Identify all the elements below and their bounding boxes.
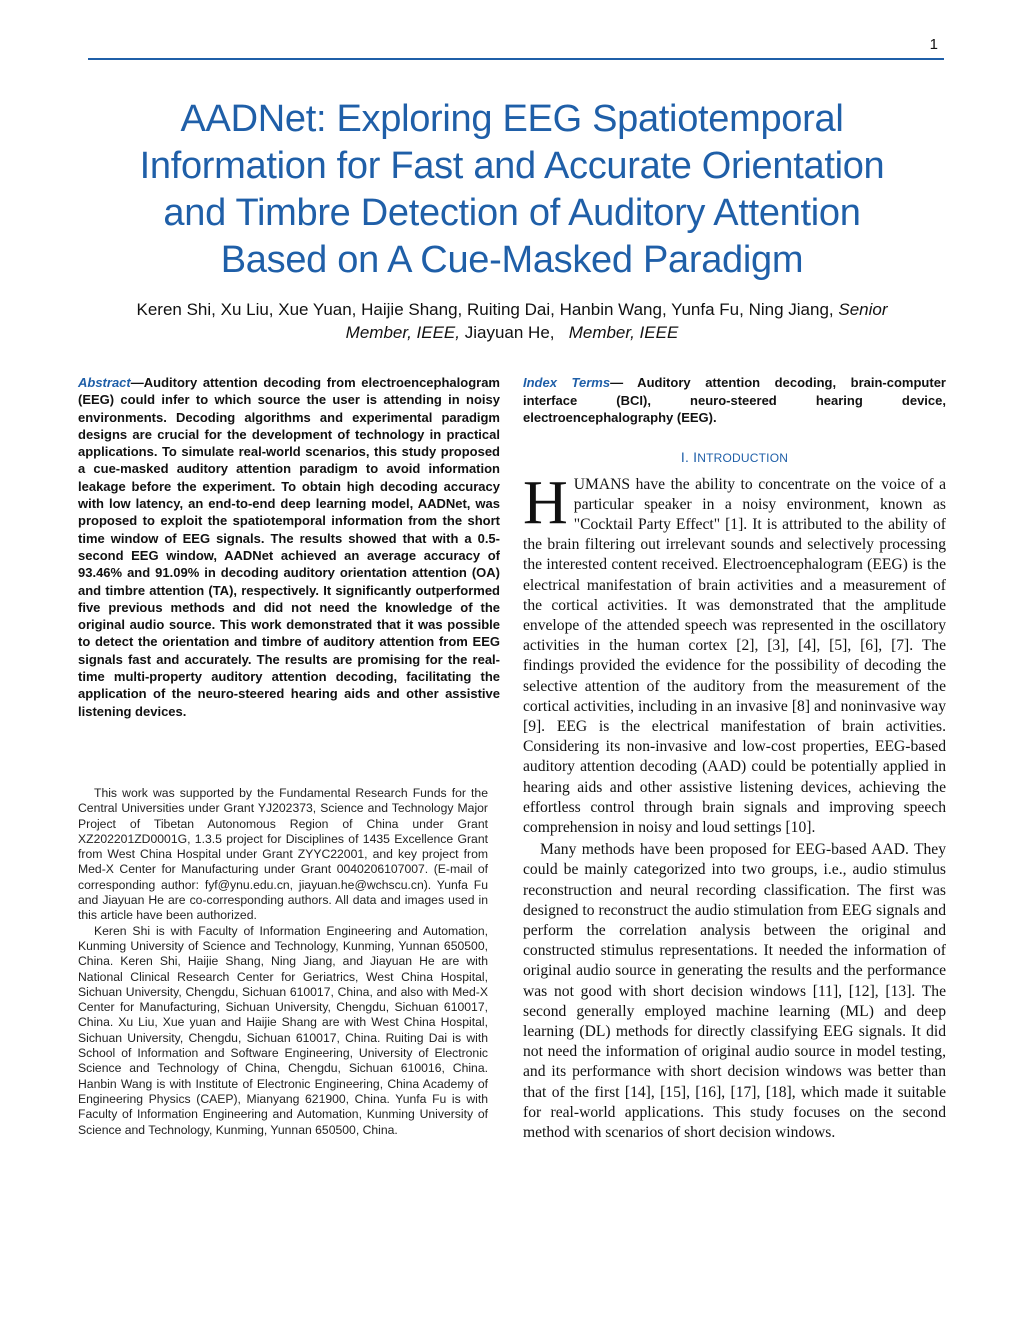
author-names: Keren Shi, Xu Liu, Xue Yuan, Haijie Shang, Ruiting Dai, Hanbin Wang, Yunfa Fu, Ning Jiang, xyxy=(136,300,834,319)
left-column xyxy=(78,374,500,720)
index-terms-text: Auditory attention decoding, brain-computer interface (BCI), neuro-steered hearing device, electroencephalography (EEG). xyxy=(523,375,946,425)
section-heading-first: I xyxy=(693,448,698,465)
funding-paragraph: This work was supported by the Fundamental Research Funds for the Central Universities under Grant YJ202373, Science and Technology Major Project of Tibetan Autonomous Region of China under Grant XZ202201ZD0001G, 1.3.5 project for Disciplines of 1435 Excellence Grant from West China Hospital under Grant ZYYC22001, and key project from Med-X Center for Manufacturing under Grant 0040206107007. (E-mail of corresponding author: fyf@ynu.edu.cn, jiayuan.he@wchscu.cn). Yunfa Fu and Jiayuan He are co-corresponding authors. All data and images used in this article have been authorized. xyxy=(78,786,488,923)
abstract xyxy=(78,374,500,720)
first-word-rest: UMANS xyxy=(573,475,631,493)
right-column xyxy=(523,374,946,1143)
title-line: Based on A Cue-Masked Paradigm xyxy=(220,239,804,281)
index-terms xyxy=(523,374,946,427)
funding-footnote xyxy=(78,786,488,1138)
index-terms-dash: — xyxy=(610,375,624,390)
page-number: 1 xyxy=(929,36,938,53)
title-line: and Timbre Detection of Auditory Attention xyxy=(163,192,861,234)
index-terms-label: Index Terms xyxy=(523,375,611,390)
intro-paragraph xyxy=(523,468,946,839)
affiliation-paragraph: Keren Shi is with Faculty of Information Engineering and Automation, Kunming University of Science and Technology, Kunming, Yunnan 650500, China. Keren Shi, Haijie Shang, Ning Jiang, and Jiayuan He are with National Clinical Research Center for Geriatrics, West China Hospital, Sichuan University, Chengdu, Sichuan 610017, China, and also with Med-X Center for Manufacturing, Sichuan University, Chengdu, Sichuan 610017, China. Xu Liu, Xue yuan and Haijie Shang are with West China Hospital, Sichuan University, Chengdu, Sichuan 610017, China. Ruiting Dai is with School of Information and Software Engineering, University of Electronic Science and Technology of China, Chengdu, Sichuan 610016, China. Hanbin Wang is with Institute of Electronic Engineering, China Academy of Engineering Physics (CAEP), Mianyang 621900, China. Yunfa Fu is with Faculty of Information Engineering and Automation, Kunming University of Science and Technology, Kunming, Yunnan 650500, China. xyxy=(78,923,488,1137)
abstract-dash: — xyxy=(130,375,144,390)
section-heading-introduction xyxy=(523,449,946,465)
author-role: Senior xyxy=(838,300,888,319)
abstract-text: Auditory attention decoding from electroencephalogram (EEG) could infer to which source the user is attending in noisy environments. Decoding algorithms and experimental paradigm designs are crucial for the development of technology in practical applications. To simulate real-world scenarios, this study proposed a cue-masked auditory attention paradigm to avoid information leakage before the experiment. To obtain high decoding accuracy with low latency, an end-to-end deep learning model, AADNet, was proposed to exploit the spatiotemporal information from the short time window of EEG signals. The results showed that with a 0.5-second EEG window, AADNet achieved an average accuracy of 93.46% and 91.09% in decoding auditory orientation attention (OA) and timbre attention (TA), respectively. It significantly outperformed five previous methods and did not need the knowledge of the original audio source. This work demonstrated that it was possible to detect the orientation and timbre of auditory attention from EEG signals fast and accurately. The results are promising for the real-time multi-property auditory attention decoding, facilitating the application of the neuro-steered hearing aids and other assistive listening devices. xyxy=(78,375,500,719)
intro-paragraph: Many methods have been proposed for EEG-based AAD. They could be mainly categorized into two groups, i.e., audio stimulus reconstruction and neural recording classification. The first was designed to reconstruct the audio stimulation from EEG signals and perform the correlation analysis between the original and constructed stimulus representations. It needed the information of original audio source in generating the results and the performance was not good with short decision windows [11], [12], [13]. The second generally employed machine learning (ML) and deep learning (DL) methods for directly classifying EEG signals. It did not need the information of original audio source in model testing, and its performance with short decision windows was better than that of the first [14], [15], [16], [17], [18], which made it suitable for real-world applications. This study focuses on the second method with scenarios of short decision windows. xyxy=(523,841,946,1141)
author-role: Member, IEEE xyxy=(568,323,679,342)
section-heading-rest: NTRODUCTION xyxy=(697,450,789,465)
title-line: Information for Fast and Accurate Orientation xyxy=(139,145,885,187)
drop-cap: H xyxy=(523,468,568,537)
author-name: Jiayuan He xyxy=(464,323,550,342)
abstract-label: Abstract xyxy=(78,375,131,390)
paper-title xyxy=(60,96,964,284)
intro-paragraph-text: have the ability to concentrate on the voice of a particular speaker in a noisy environment, known as "Cocktail Party Effect" [1]. It is attributed to the ability of the brain filtering out irrelevant sounds and selectively processing the interested content received. Electroencephalogram (EEG) is the electrical manifestation of brain activities and a measurement of the cortical activities. It was demonstrated that the amplitude envelope of the attended speech was represented in the oscillatory activities in the human cortex [2], [3], [4], [5], [6], [7]. The findings provided the evidence for the possibility of decoding the selective attention of the auditory from the measurement of the cortical activities, including in an invasive [8] and noninvasive way [9]. EEG is the electrical manifestation of brain activities. Considering its non-invasive and low-cost properties, EEG-based auditory attention decoding (AAD) could be potentially applied in hearing aids and other assistive listening devices, achieving the effortless control through brain signals and improving speech comprehension in noisy and loud settings [10]. xyxy=(523,475,946,836)
section-numeral: I. xyxy=(680,448,690,465)
header-rule xyxy=(88,58,944,60)
title-line: AADNet: Exploring EEG Spatiotemporal xyxy=(180,98,844,140)
author-role: Member, IEEE, xyxy=(345,323,460,342)
author-list: Keren Shi, Xu Liu, Xue Yuan, Haijie Shang, Ruiting Dai, Hanbin Wang, Yunfa Fu, Ning Jiang, Senior Member, IEEE, Jiayuan He, Member, IEEE xyxy=(136,300,888,342)
